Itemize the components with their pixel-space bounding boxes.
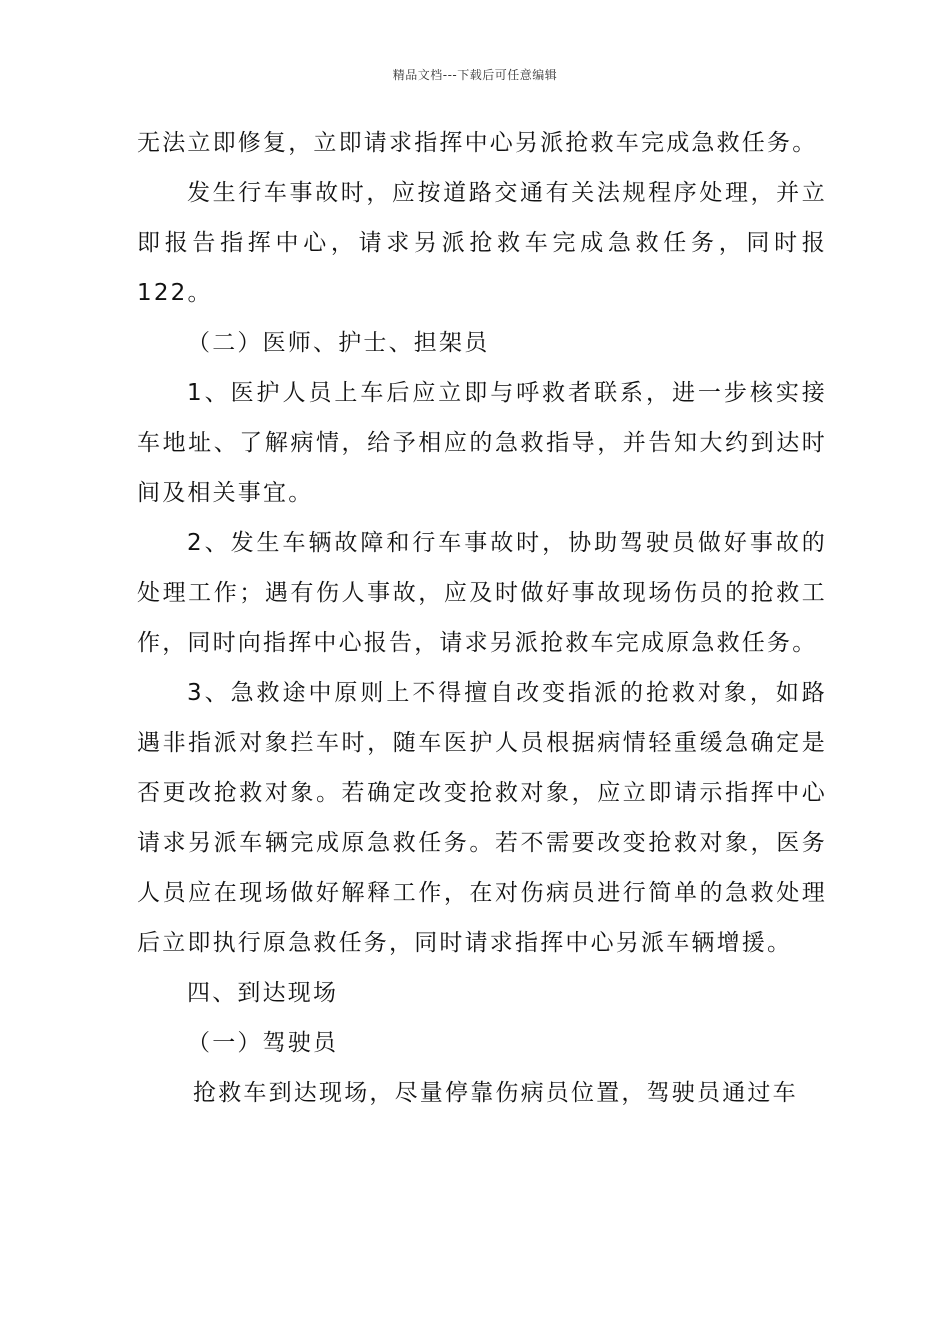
paragraph-item-2: 2、发生车辆故障和行车事故时，协助驾驶员做好事故的处理工作；遇有伤人事故，应及时做好事故现场伤员的抢救工作，同时向指挥中心报告，请求另派抢救车完成原急救任务。 (137, 530, 827, 656)
page-header: 精品文档---下载后可任意编辑 (392, 68, 558, 82)
paragraph-traffic-accident: 发生行车事故时，应按道路交通有关法规程序处理，并立即报告指挥中心，请求另派抢救车完成急救任务，同时报122。 (137, 180, 827, 306)
paragraph-arrival-driver: 抢救车到达现场，尽量停靠伤病员位置，驾驶员通过车 (193, 1080, 798, 1106)
paragraph-item-1: 1、医护人员上车后应立即与呼救者联系，进一步核实接车地址、了解病情，给予相应的急救指导，并告知大约到达时间及相关事宜。 (137, 380, 827, 506)
section-heading-medical-staff: （二）医师、护士、担架员 (187, 330, 490, 356)
section-heading-arrival: 四、到达现场 (187, 980, 339, 1006)
paragraph-item-3: 3、急救途中原则上不得擅自改变指派的抢救对象，如路遇非指派对象拦车时，随车医护人员根据病情轻重缓急确定是否更改抢救对象。若确定改变抢救对象，应立即请示指挥中心请求另派车辆完成原急救任务。若不需要改变抢救对象，医务人员应在现场做好解释工作，在对伤病员进行简单的急救处理后立即执行原急救任务，同时请求指挥中心另派车辆增援。 (137, 680, 827, 956)
document-body (137, 118, 827, 1118)
paragraph-continuation: 无法立即修复，立即请求指挥中心另派抢救车完成急救任务。 (137, 130, 818, 156)
section-heading-driver: （一）驾驶员 (187, 1030, 339, 1056)
